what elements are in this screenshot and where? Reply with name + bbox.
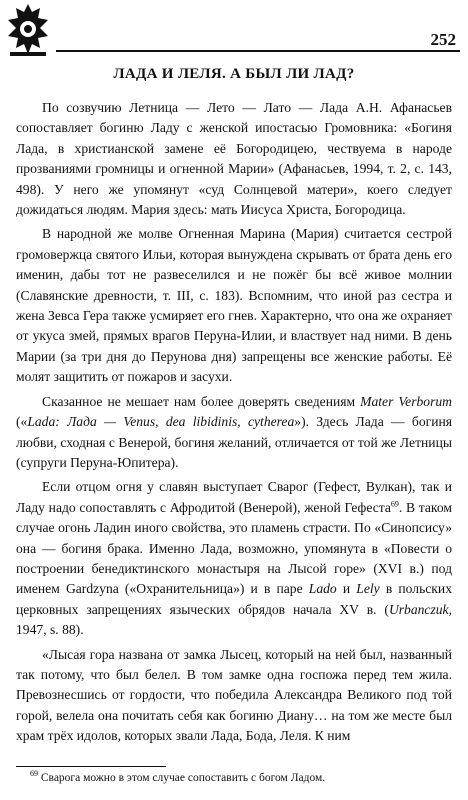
italic-text: Lely [356, 581, 380, 597]
ornament-icon [4, 2, 52, 58]
text-run: , 1947, s. 88). [16, 601, 452, 638]
footnote-text: Сварога можно в этом случае сопоставить с богом Ладом. [38, 772, 326, 784]
text-run: »). Здесь Лада — богиня любви, сходная с Венерой, богиня желаний, отличается от той же Летницы (супруги Перуна-Юпитера). [16, 414, 452, 470]
text-run: По созвучию Летница — Лето — Лато — Лада А.Н. Афанасьев сопоставляет богиню Ладу с женской ипостасью Громовника: «Богиня Лада, в христианской замене её Богородицею, чествуема в народе прозваниями громницы и огненной Марии» (Афанасьев, 1994, т. 2, с. 143, 498). У него же упомянут «суд Солнцевой матери», коего следует дожидаться людям. Мария здесь: мать Иисуса Христа, Богородица. [16, 100, 452, 218]
chapter-title: ЛАДА И ЛЕЛЯ. А БЫЛ ЛИ ЛАД? [113, 66, 355, 82]
italic-text: Lada: Лада — Venus, dea libidinis, cytherea [27, 414, 295, 430]
text-run: Если отцом огня у славян выступает Сварог (Гефест, Вулкан), так и Ладу надо сопоставлять с Афродитой (Венерой), женой Гефеста [16, 479, 452, 515]
paragraph [16, 392, 452, 474]
footnote [30, 769, 452, 784]
text-run: и [336, 581, 357, 597]
text-run: (« [16, 414, 28, 430]
header-rule [56, 50, 460, 52]
italic-text: Mater Verborum [360, 393, 452, 409]
italic-text: Lado [308, 581, 337, 597]
body-text [16, 98, 452, 751]
text-run: в польских церковных запрещениях языческих обрядов начала XV в. ( [16, 581, 452, 617]
footnote-marker: 69 [30, 769, 38, 779]
paragraph [16, 224, 452, 387]
paragraph [16, 98, 452, 220]
page-number: 252 [430, 30, 456, 49]
footnote-reference: 69 [390, 499, 399, 509]
paragraph [16, 477, 452, 640]
text-run: В народной же молве Огненная Марина (Мария) считается сестрой громовержца святого Ильи, которая вынуждена скрывать от брата день его именин, дабы тот не развеселился и не пожёг бы всё живое молнии (Славянские древности, т. III, с. 183). Вспомним, что иной раз сестра и жена Зевса Гера также усмиряет его гнев. Характерно, что она же охраняет от укуса змей, прямых врагов Перуна-Илии, и властвует над ними. В день Марии (за три дня до Перунова дня) запрещены все женские работы. Её молят защитить от пожаров и засухи. [16, 226, 452, 385]
footnote-rule [16, 766, 166, 767]
text-run: Сказанное не мешает нам более доверять сведениям [42, 393, 361, 409]
text-run: «Лысая гора названа от замка Лысец, который на ней был, названный так потому, что был белел. В том замке одна госпожа перед тем жила. Превознесшись от гордости, что победила Александра Великого под той горой, велела она почитать себя как богиню Диану… на том же месте был храм трёх идолов, которых звали Лада, Бода, Леля. К ним [16, 646, 452, 744]
page-header [0, 0, 468, 62]
text-run: . В таком случае огонь Ладин иного свойства, это пламень страсти. По «Синопсису» она — богиня брака. Именно Лада, возможно, упомянута в «Повести о построении бенедиктинского монастыря на Лысой горе» (XVI в.) под именем Gardzyna («Охранительница») и в паре [16, 499, 452, 597]
paragraph [16, 645, 452, 747]
italic-text: Urbanczuk [388, 601, 449, 617]
